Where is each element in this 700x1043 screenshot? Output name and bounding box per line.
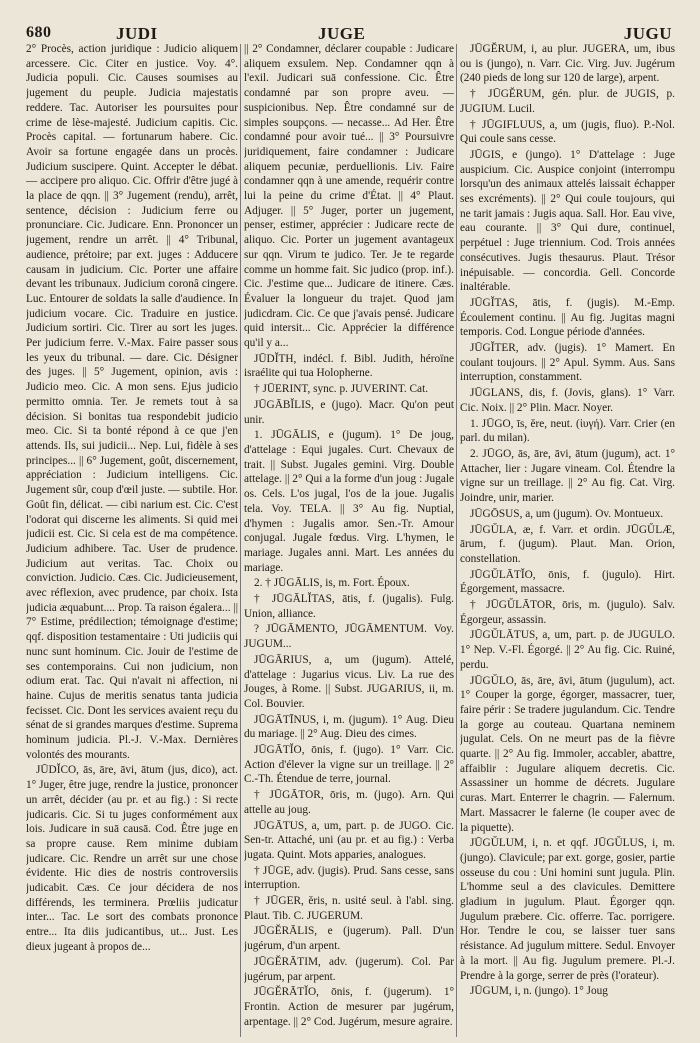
entry-text: JŪGĀBĬLIS, e (jugo). Macr. Qu'on peut unir. [244, 398, 454, 426]
header-guide-word-right: JUGU [623, 24, 672, 43]
entry-text: JŪGUM, i, n. (jungo). 1° Joug [470, 985, 608, 998]
page-number: 680 [26, 24, 52, 41]
entry-text: † JŪGIFLUUS, a, um (jugis, fluo). P.-Nol. Qui coule sans cesse. [460, 118, 675, 146]
column-2 [244, 42, 454, 1043]
entry-text: JŪGLANS, dis, f. (Jovis, glans). 1° Varr. Cic. Noix. || 2° Plin. Macr. Noyer. [460, 387, 675, 414]
entry-text: ? JŪGĀMENTO, JŪGĀMENTUM. Voy. JUGUM... [244, 623, 454, 651]
entry-text: JŪGŬLĀTUS, a, um, part. p. de JUGULO. 1° Nep. V.-Fl. Égorgé. || 2° Au fig. Cic. Ruiné, perdu. [460, 629, 675, 671]
entry-text: JŪGĀRIUS, a, um (jugum). Attelé, d'attelage : Jugarius vicus. Liv. La rue des Jouges, à Rome. || Subst. JUGARIUS, ii, m. Col. Bouvier. [244, 653, 454, 710]
entry-text: JŪGŬLĀTĬO, ōnis, f. (jugulo). Hirt. Égorgement, massacre. [460, 568, 675, 596]
entry-text: JŪGIS, e (jungo). 1° D'attelage : Juge auspicium. Cic. Auspice conjoint (interrompu lorsqu'un des animaux attelés laissait échapper ses excréments). || 2° Qui coule toujours, qui ne tarit jamais : Jugis aqua. Sall. Hor. Eau vive, eau courante. || 3° Qui dure, continuel, perpétuel : Juge triennium. Cod. Trois années consécutives. Jugis thesaurus. Plaut. Trésor inépuisable. — concordia. Gell. Concorde inaltérable. [460, 148, 675, 294]
entry-text: † JŪGER, ĕris, n. usité seul. à l'abl. sing. Plaut. Tib. C. JUGERUM. [244, 895, 454, 922]
entry-text: JŪGŬLUM, i, n. et qqf. JŪGŬLUS, i, m. (jungo). Clavicule; par ext. gorge, gosier, partie osseuse du cou : Uni homini sunt jugula. Plin. L'homme seul a des clavicules. Demittere gladium in jugulum. Plaut. Égorger qqn. Jugulum præbere. Cic. offerre. Tac. porrigere. Hor. Tendre le cou, se laisser tuer sans résistance. Ad jugulum mittere. Sedul. Envoyer à la mort. || Au fig. Jugulum premere. Pl.-J. Prendre à la gorge, serrer de près (l'orateur). [460, 837, 675, 982]
entry-text: † JŪGĀTOR, ōris, m. (jugo). Arn. Qui attelle au joug. [244, 789, 454, 816]
entry-text: JŪGĬTER, adv. (jugis). 1° Mamert. En coulant toujours. || 2° Apul. Symm. Aus. Sans interruption, constamment. [460, 342, 675, 384]
page-header [26, 18, 678, 44]
entry-text: JŪGĔRUM, i, au plur. JUGERA, um, ibus ou is (jungo), n. Varr. Cic. Virg. Juv. Jugérum (240 pieds de long sur 120 de large), arpent. [460, 43, 675, 85]
column-divider [456, 44, 457, 1037]
entry-text: JŪGĬTAS, ātis, f. (jugis). M.-Emp. Écoulement continu. || Au fig. Jugitas magni temporis. Cod. Longue période d'années. [460, 296, 675, 339]
entry-text: JŪGĔRĀTĬO, ōnis, f. (jugerum). 1° Frontin. Action de mesurer par jugérum, arpentage. || 2° Cod. Jugérum, mesure agraire. [244, 986, 454, 1028]
header-guide-word-middle: JUGE [318, 24, 366, 43]
entry-text: 1. JŪGO, īs, ĕre, neut. (ἰυγή). Varr. Crier (en parl. du milan). [460, 417, 675, 445]
entry-text: † JŪERINT, sync. p. JUVERINT. Cat. [254, 383, 429, 396]
entry-text: JŪGŌSUS, a, um (jugum). Ov. Montueux. [470, 507, 664, 520]
entry-text: JŪGŬLA, æ, f. Varr. et ordin. JŪGŬLÆ, ārum, f. (jugum). Plaut. Man. Orion, constellation. [460, 523, 675, 565]
entry-text: JŪGĔRĀLIS, e (jugerum). Pall. D'un jugérum, d'un arpent. [244, 925, 454, 953]
entry-text: 2° Procès, action juridique : Judicio aliquem arcessere. Cic. Citer en justice. Voy. 4°. Judicia populi. Cic. Causes soumises au jugement du peuple. Judicia majestatis reddere. Tac. Autoriser les poursuites pour crime de lèse-majesté. Judicium capitis. Cic. Procès capital. — fortunarum habere. Cic. Avoir sa fortune engagée dans un procès. Judicium suscipere. Quint. Accepter le débat. — accipere pro aliquo. Cic. Offrir d'être jugé à la place de qqn. || 3° Jugement (rendu), arrêt, sentence, décision : Judicium ferre ou pronunciare. Cic. Judicare. Enn. Prononcer un jugement, rendre un arrêt. || 4° Tribunal, audience, prétoire; par ext. juges : Adducere causam in judicium. Cic. Porter une affaire devant les tribunaux. Judicium coronâ cingere. Luc. Entourer de soldats la salle d'audience. In judicium vocare. Cic. Traduire en justice. Judicium sortiri. Cic. Tirer au sort les juges. Per judicium ferre. V.-Max. Faire passer sous les yeux du tribunal. — dare. Cic. Désigner des juges. || 5° Jugement, opinion, avis : Judicio meo. Cic. A mon sens. Ejus judicio permitto omnia. Ter. Je remets tout à sa décision. Si bonitas tua respondebit judicio meo. Cic. Si ta bonté répond à ce que j'en attends. Ils, sui judicii... Nep. Lui, fidèle à ses principes... || 6° Jugement, goût, discernement, appréciation : Judicium intelligens. Cic. Jugement sûr, coup d'œil juste. — subtile. Hor. Goût fin, délicat. — cibi narium est. Cic. C'est l'odorat qui discerne les aliments. Si quid mei judicii est. Cic. Si cela est de ma compétence. Judicium adhibere. Tac. User de prudence. Judicium aut veritas. Tac. Choix ou conviction. Judicio. Cæs. Cic. Judicieusement, avec réflexion, avec prudence, par choix. Ista judicia æquabunt.... Prop. Ta raison égalera... || 7° Estime, prédilection; témoignage d'estime; qqf. disposition testamentaire : Uti judiciis qui nunc sunt hominum. Cic. Jouir de l'estime de ses contemporains. Cui non judicium, non odium erat. Tac. Qui n'avait ni affection, ni haine. Cujus de meritis senatus tanta judicia fecisset. Cic. Dont les services avaient reçu du sénat de si grandes marques d'estime. Suprema hominum judicia. Pl.-J. V.-Max. Dernières volontés des mourants. [26, 43, 238, 761]
entry-text: † JŪGĀLĬTAS, ātis, f. (jugalis). Fulg. Union, alliance. [244, 593, 454, 620]
entry-text: † JŪGĔRUM, gén. plur. de JUGIS, p. JUGIUM. Lucil. [460, 88, 675, 115]
entry-text: JŪGĀTĬO, ōnis, f. (jugo). 1° Varr. Cic. Action d'élever la vigne sur un treillage. || 2° C.-Th. Étendue de terre, journal. [244, 744, 454, 786]
entry-text: † JŪGE, adv. (jugis). Prud. Sans cesse, sans interruption. [244, 864, 454, 892]
entry-text: JŪDĬCO, ās, āre, āvi, ātum (jus, dico), act. 1° Juger, être juge, rendre la justice, prononcer un arrêt, décider (au pr. et au fig.) : Si recte judicaris. Cic. Si tu juges conformément aux lois. Judicare in suā causā. Cod. Être juge en sa propre cause. Rem minime dubiam judicare. Cic. Rendre un arrêt sur une chose évidente. Hic dies de nostris controversiis judicabit. Cæs. Ce jour décidera de nos différends, les terminera. Prœliis judicatur inter... Tac. Le sort des combats prononce entre... Ita diis judicantibus, ut... Just. Les dieux jugeant à propos de... [26, 764, 238, 953]
entry-text: JŪGĀTUS, a, um, part. p. de JUGO. Cic. Sen-tr. Attaché, uni (au pr. et au fig.) : Verba jugata. Quint. Mots apparies, analogues. [244, 819, 454, 861]
entry-text: || 2° Condamner, déclarer coupable : Judicare aliquem exsulem. Nep. Condamner qqn à l'exil. Judicari suā confessione. Cic. Être condamné par son propre aveu. — suspicionibus. Nep. Être condamné sur de simples soupçons. — necasse... Ad Her. Être condamné pour avoir tué... || 3° Poursuivre juridiquement, faire condamner : Judicare aliquem pecuniæ, perduellionis. Liv. Faire condamner qqn à une amende, requérir contre lui la peine du crime d'État. || 4° Plaut. Adjuger. || 5° Juger, porter un jugement, penser, estimer, apprécier : Judicare recte de aliquo. Cic. Porter un jugement avantageux sur qqn. Virum te judico. Ter. Je te regarde comme un homme fait. Sic judico (prop. inf.). Cic. J'estime que... Judicare de itinere. Cæs. Évaluer la longueur du trajet. Quod jam judicdram. Cic. Ce que j'avais pensé. Judicare quid intersit... Cic. Apprécier la différence qu'il y a... [244, 43, 454, 350]
entry-text: † JŪGŬLĀTOR, ōris, m. (jugulo). Salv. Égorgeur, assassin. [460, 599, 675, 626]
column-divider [240, 44, 241, 1037]
column-1 [26, 42, 238, 1043]
column-3 [460, 42, 675, 1043]
entry-text: 1. JŪGĀLIS, e (jugum). 1° De joug, d'attelage : Equi jugales. Curt. Chevaux de trait. || Subst. Jugales gemini. Virg. Double attelage. || 2° Qui a la forme d'un joug : Jugale os. Cels. L'os jugal, l'os de la joue. Jugalis tela. Voy. TELA. || 3° Au fig. Nuptial, d'hymen : Jugalis amor. Sen.-Tr. Amour conjugal. Jugale fœdus. Virg. L'hymen, le mariage. Jugales anni. Mart. Les années du mariage. [244, 429, 454, 574]
entry-text: JŪGŬLO, ās, āre, āvi, ātum (jugulum), act. 1° Couper la gorge, égorger, massacrer, tuer, faire périr : Se tradere jugulandum. Cic. Tendre la gorge au couteau. Quartana neminem jugulat. Cels. On ne meurt pas de la fièvre quarte. || 2° Au fig. Immoler, accabler, abattre, affaiblir : Jugulare aliquem decretis. Cic. Assassiner un homme de décrets. Jugulare curas. Mart. Enterrer le chagrin. — Falernum. Mart. Massacrer le falerne (le couper avec de la piquette). [460, 674, 675, 834]
entry-text: 2. JŪGO, ās, āre, āvi, ātum (jugum), act. 1° Attacher, lier : Jugare vineam. Col. Étendre la vigne sur un treillage. || 2° Au fig. Cat. Virg. Joindre, unir, marier. [460, 447, 675, 505]
entry-text: JŪDĬTH, indécl. f. Bibl. Judith, héroïne israélite qui tua Holopherne. [244, 352, 454, 380]
entry-text: JŪGĔRĀTIM, adv. (jugerum). Col. Par jugérum, par arpent. [244, 955, 454, 983]
entry-text: JŪGĀTĪNUS, i, m. (jugum). 1° Aug. Dieu du mariage. || 2° Aug. Dieu des cimes. [244, 713, 454, 741]
entry-text: 2. † JŪGĀLIS, is, m. Fort. Époux. [254, 577, 410, 590]
header-guide-word-left: JUDI [116, 24, 158, 43]
